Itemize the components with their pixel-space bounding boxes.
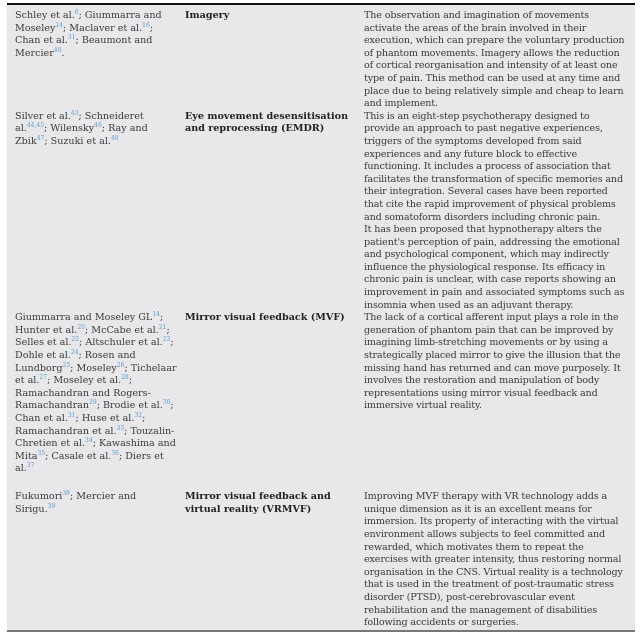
- reference-link[interactable]: 40: [53, 46, 62, 54]
- reference-link[interactable]: 47: [36, 134, 45, 142]
- technique-cell: Mirror visual feedback and virtual reality (VRMVF): [185, 491, 331, 515]
- table-row: [7, 111, 635, 224]
- reference-link[interactable]: 26: [116, 361, 125, 369]
- reference-link[interactable]: 34: [85, 437, 93, 445]
- citation-text: ; Altschuler et al.: [79, 337, 163, 349]
- citation-text: ; Huse et al.: [75, 413, 135, 424]
- description-cell: The observation and imagination of movements activate the areas of the brain involved in their execution, which can prepare the voluntary production of phantom movements. Imagery allows the reduction of cortical reorganisation and intensity of at least one type of pain. This method can be used at any time and place due to being relatively simple and cheap to learn and implement.: [364, 10, 625, 110]
- citation-text: ; Chan et al.: [15, 400, 174, 424]
- reference-link[interactable]: 16: [142, 21, 150, 29]
- reference-link[interactable]: 29: [89, 399, 97, 407]
- reference-link[interactable]: 25: [62, 361, 71, 369]
- citation-text: ; Wilensky: [44, 123, 95, 135]
- citation-text: ; Diers et al.: [15, 450, 164, 475]
- citation-text: ; Beaumont and Mercier: [15, 35, 153, 59]
- technique-cell: Eye movement desensitisation and reprocessing (EMDR): [185, 110, 349, 135]
- citation-text: ; Maclaver et al.: [63, 22, 143, 34]
- reference-link[interactable]: 44,45: [26, 122, 45, 130]
- citation-text: ; Dohle et al.: [15, 337, 174, 362]
- authors-cell: [7, 491, 185, 516]
- citation-text: ; Brodie et al.: [96, 400, 163, 412]
- therapy-table: [7, 3, 635, 632]
- citation-text: ; Rosen and Lundborg: [15, 350, 136, 374]
- table-row: [7, 491, 635, 630]
- table-row: [7, 312, 635, 491]
- citation-text: ; Ramachandran and Rogers-Ramachandran: [15, 375, 151, 412]
- description-cell: Improving MVF therapy with VR technology adds a unique dimension as it is an excellent means for immersion. Its property of interacting with the virtual environment allows subjects to feel committed and rewarded, which motivates them to repeat the exercises with greater intensity, thus restoring normal organisation in the CNS. Virtual reality is a technology that is used in the treatment of post-traumatic stress disorder (PTSD), post-cerebrovascular event rehabilitation and the management of disabilities following accidents or surgeries.: [364, 491, 623, 629]
- citation-text: ; Tichelaar et al.: [15, 362, 177, 387]
- reference-link[interactable]: 21: [158, 323, 167, 331]
- reference-link[interactable]: 24: [70, 349, 79, 357]
- citation-text: ; Hunter et al.: [15, 312, 164, 336]
- reference-link[interactable]: 28: [121, 374, 129, 382]
- citation-text: ; Ramachandran et al.: [15, 413, 146, 437]
- citation-text: Silver et al.: [15, 110, 71, 122]
- reference-link[interactable]: 14: [152, 311, 160, 319]
- citation-text: Schley et al.: [15, 10, 75, 21]
- table-row: [7, 224, 635, 312]
- authors-cell: [7, 10, 185, 60]
- reference-link[interactable]: 46: [94, 122, 102, 130]
- citation-text: ; Touzalin-Chretien et al.: [15, 425, 175, 450]
- reference-link[interactable]: 6: [74, 9, 79, 16]
- reference-link[interactable]: 33: [116, 424, 125, 432]
- authors-cell: [7, 312, 185, 476]
- reference-link[interactable]: 32: [134, 412, 143, 419]
- citation-text: ; Giummarra and Moseley: [15, 10, 162, 34]
- reference-link[interactable]: 14: [55, 21, 64, 29]
- authors-cell: [7, 111, 185, 149]
- reference-link[interactable]: 30: [162, 399, 171, 407]
- reference-link[interactable]: 39: [47, 502, 56, 510]
- citation-text: Giummarra and Moseley GL: [15, 312, 153, 324]
- reference-link[interactable]: 31: [67, 412, 76, 419]
- reference-link[interactable]: 36: [111, 449, 119, 457]
- citation-text: ; Selles et al.: [15, 324, 170, 349]
- citation-text: ; Mercier and Sirigu.: [15, 491, 137, 515]
- technique-cell: Mirror visual feedback (MVF): [185, 312, 345, 324]
- citation-text: ; McCabe et al.: [84, 324, 159, 336]
- citation-text: ; Kawashima and Mita: [15, 438, 176, 462]
- reference-link[interactable]: 22: [71, 336, 80, 344]
- citation-text: ; Chan et al.: [15, 22, 154, 47]
- description-cell: This is an eight-step psychotherapy designed to provide an approach to past negative experiences, triggers of the symptoms developed from said experiences and any future block to effective functioning. It includes a process of association that facilitates the transformation of specific memories and their integration. Several cases have been reported that cite the rapid improvement of physical problems and somatoform disorders including chronic pain.: [364, 110, 623, 223]
- citation-text: ; Schneideret al.: [15, 110, 144, 135]
- citation-text: ; Moseley: [70, 362, 117, 374]
- reference-link[interactable]: 37: [26, 462, 35, 470]
- reference-link[interactable]: 20: [77, 323, 85, 331]
- technique-cell: Imagery: [185, 10, 230, 21]
- reference-link[interactable]: 23: [162, 336, 171, 344]
- reference-link[interactable]: 48: [110, 134, 119, 142]
- citation-text: ; Casale et al.: [45, 450, 112, 462]
- citation-text: .: [61, 47, 65, 59]
- citation-text: ; Suzuki et al.: [44, 135, 111, 147]
- description-cell: It has been proposed that hypnotherapy alters the patient's perception of pain, addressing the emotional and psychological component, which may indirectly influence the physiological response. Its efficacy in chronic pain is unclear, with case reports showing an improvement in pain and associated symptoms such as insomnia when used as an adjuvant therapy.: [364, 224, 625, 311]
- reference-link[interactable]: 38: [62, 490, 70, 498]
- citation-text: ; Ray and Zbik: [15, 123, 148, 147]
- description-cell: The lack of a cortical afferent input plays a role in the generation of phantom pain that can be improved by imagining limb-stretching movements or by using a strategically placed mirror to give the illusion that the missing hand has returned and can move purposely. It involves the restoration and manipulation of body representations using mirror visual feedback and immersive virtual reality.: [364, 312, 621, 412]
- citation-text: Fukumori: [15, 491, 63, 503]
- reference-link[interactable]: 35: [37, 449, 46, 457]
- reference-link[interactable]: 43: [70, 109, 79, 117]
- reference-link[interactable]: 27: [39, 374, 48, 382]
- reference-link[interactable]: 31: [67, 34, 76, 42]
- citation-text: ; Moseley et al.: [47, 375, 122, 387]
- table-row: [7, 10, 635, 111]
